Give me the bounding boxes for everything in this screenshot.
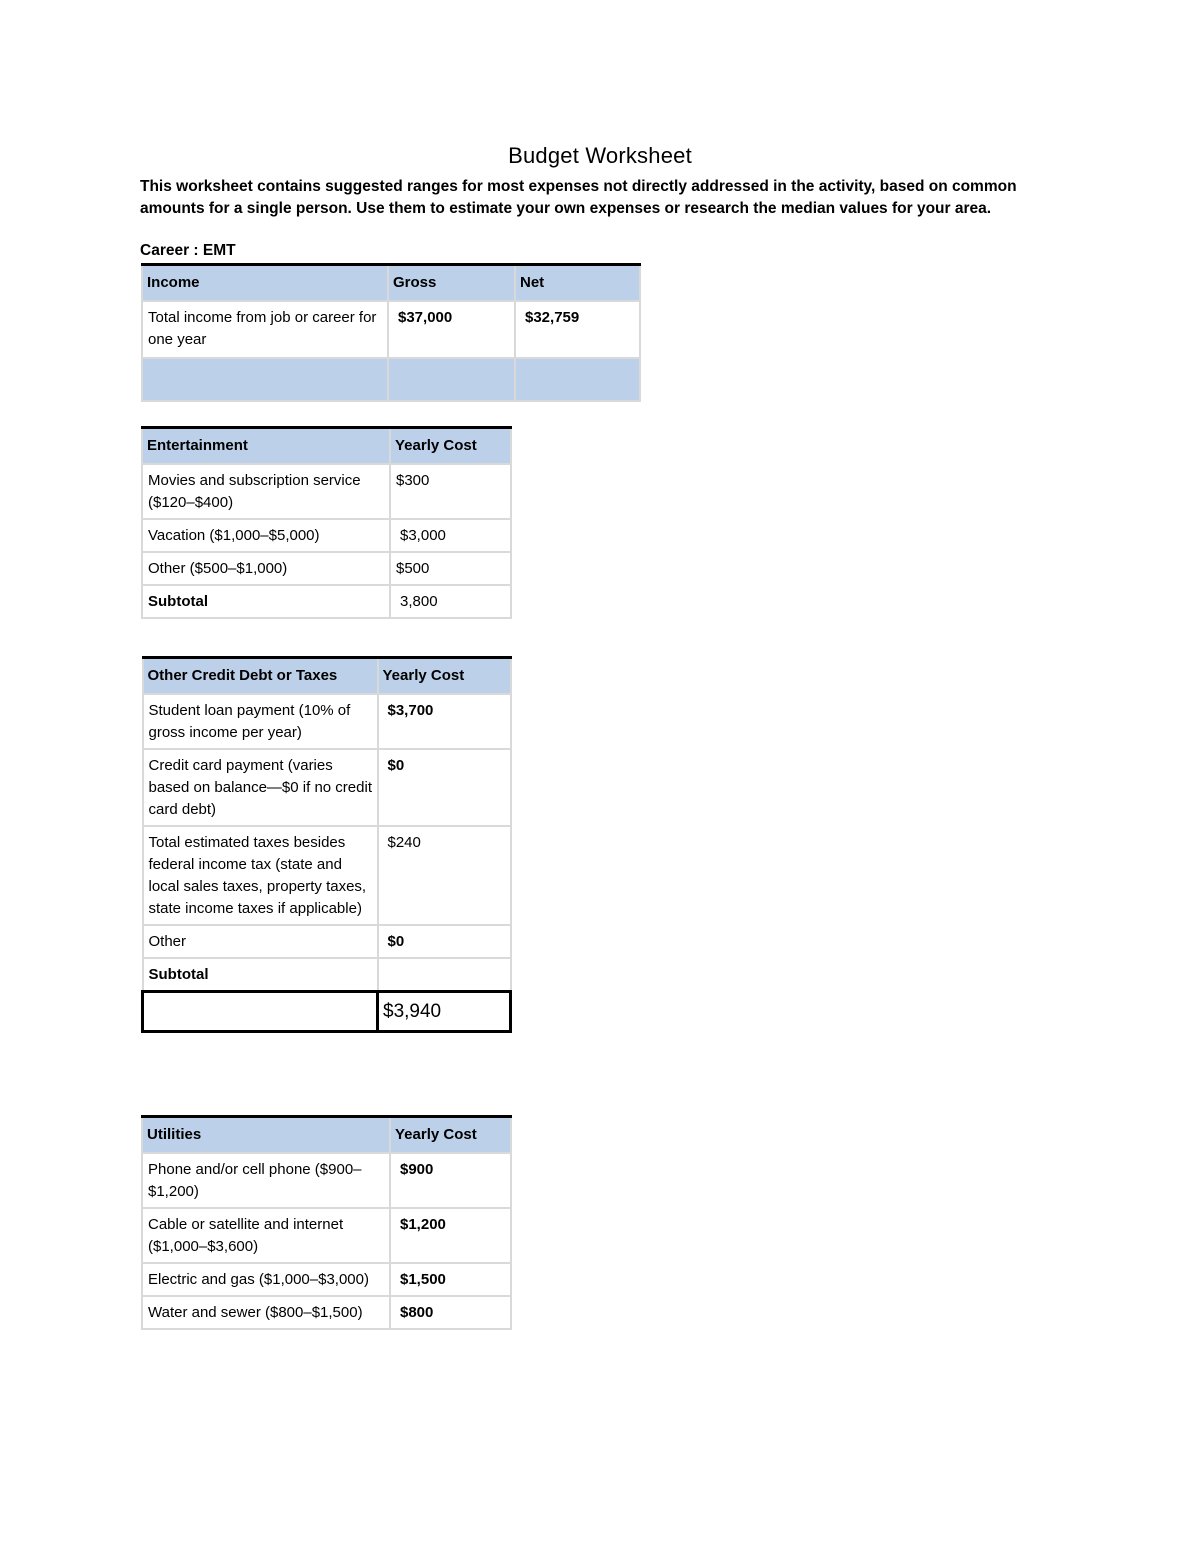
table-header-row [143,658,511,695]
row-value: $900 [390,1153,511,1208]
subtotal-row [142,585,511,618]
table-row [142,1296,511,1329]
row-label: Other [143,925,378,958]
row-value: $0 [378,925,511,958]
table-row [142,519,511,552]
row-label: Credit card payment (varies based on balance—$0 if no credit card debt) [143,749,378,826]
table-row [142,1263,511,1296]
blank-row [142,358,640,401]
row-value: $800 [390,1296,511,1329]
row-value: $1,200 [390,1208,511,1263]
table-header-row [142,1117,511,1154]
row-label: Student loan payment (10% of gross income per year) [143,694,378,749]
row-value: $3,700 [378,694,511,749]
row-value: $3,000 [390,519,511,552]
row-value: $240 [378,826,511,925]
table-row [142,1208,511,1263]
row-label: Other ($500–$1,000) [142,552,390,585]
header-cell: Yearly Cost [390,1117,511,1154]
page-title: Budget Worksheet [508,143,692,168]
subtotal-label: Subtotal [143,958,378,992]
header-cell: Utilities [142,1117,390,1154]
net-value: $32,759 [515,301,640,358]
table-row [143,925,511,958]
income-table [141,263,641,402]
row-value: $1,500 [390,1263,511,1296]
table-row [142,552,511,585]
row-value: $300 [390,464,511,519]
row-value: $500 [390,552,511,585]
blank-cell [388,358,515,401]
utilities-table [141,1115,512,1330]
row-label: Water and sewer ($800–$1,500) [142,1296,390,1329]
subtotal-value: 3,800 [390,585,511,618]
row-label: Phone and/or cell phone ($900–$1,200) [142,1153,390,1208]
total-row [143,992,511,1032]
header-cell: Yearly Cost [390,428,511,465]
header-cell: Income [142,265,388,302]
header-cell: Net [515,265,640,302]
row-label: Cable or satellite and internet ($1,000–$3,600) [142,1208,390,1263]
row-label: Total estimated taxes besides federal income tax (state and local sales taxes, property taxes, state income taxes if applicable) [143,826,378,925]
row-label: Electric and gas ($1,000–$3,000) [142,1263,390,1296]
table-row [142,301,640,358]
entertainment-table [141,426,512,619]
row-value: $0 [378,749,511,826]
row-label: Movies and subscription service ($120–$400) [142,464,390,519]
subtotal-empty-cell [378,958,511,992]
gross-value: $37,000 [388,301,515,358]
subtotal-row [143,958,511,992]
subtotal-label: Subtotal [142,585,390,618]
intro-text: This worksheet contains suggested ranges for most expenses not directly addressed in the activity, based on common amounts for a single person. Use them to estimate your own expenses or research the median values for your area. [140,178,1017,217]
row-label: Vacation ($1,000–$5,000) [142,519,390,552]
table-row [143,749,511,826]
header-cell: Gross [388,265,515,302]
credit-taxes-table [141,656,512,1033]
blank-cell [142,358,388,401]
table-row [142,1153,511,1208]
table-row [142,464,511,519]
blank-cell [515,358,640,401]
row-label: Total income from job or career for one year [142,301,388,358]
table-header-row [142,428,511,465]
table-header-row [142,265,640,302]
total-empty-cell [143,992,378,1032]
career-label: Career : EMT [140,242,236,259]
table-row [143,826,511,925]
header-cell: Yearly Cost [378,658,511,695]
header-cell: Other Credit Debt or Taxes [143,658,378,695]
table-row [143,694,511,749]
header-cell: Entertainment [142,428,390,465]
total-value: $3,940 [378,992,511,1032]
